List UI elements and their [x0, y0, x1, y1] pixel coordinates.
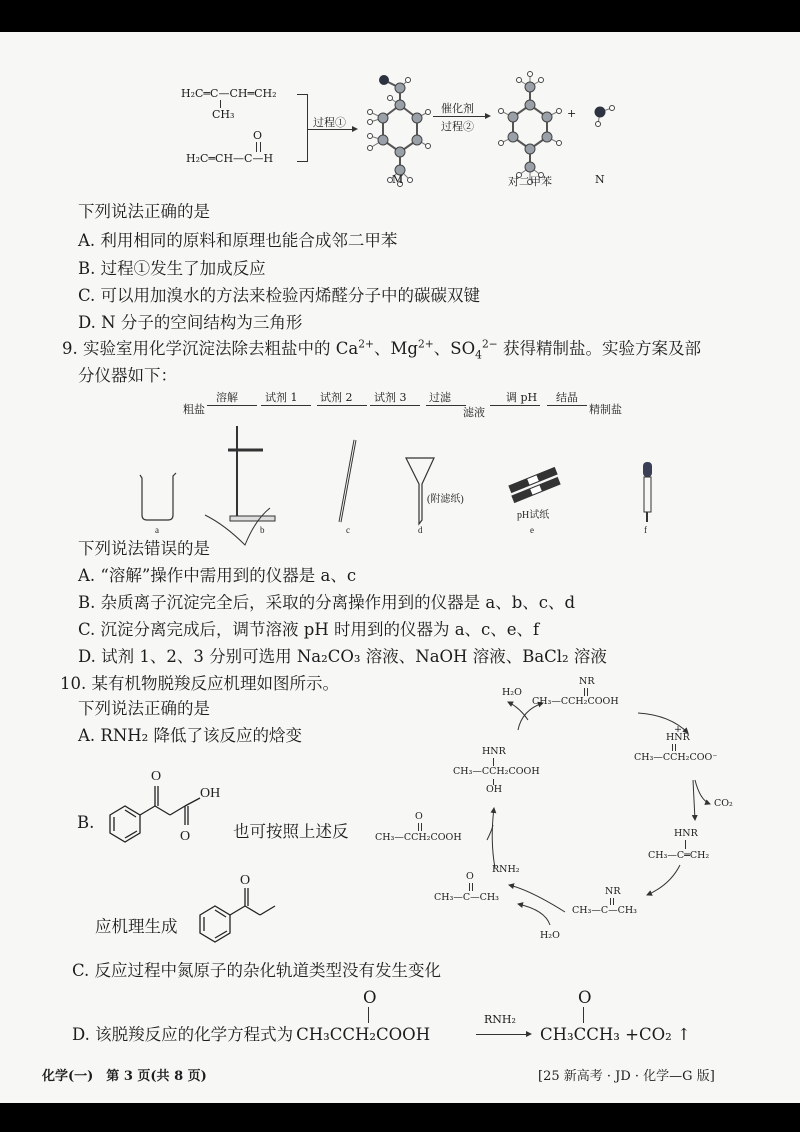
cycle-co2: CO₂	[714, 798, 733, 809]
flow-step-1: 溶解	[216, 391, 238, 404]
cycle-imine: CH₃—C—CH₃	[572, 905, 637, 916]
label-p-xylene: 对二甲苯	[508, 175, 552, 188]
double-bond	[256, 142, 261, 152]
svg-text:b: b	[260, 525, 265, 535]
p-xylene-ball-stick	[490, 65, 570, 190]
q8-option-a: A. 利用相同的原料和原理也能合成邻二甲苯	[78, 231, 398, 250]
cycle-hemiaminal: CH₃—CCH₂COOH	[453, 766, 540, 777]
bond-line	[685, 840, 686, 849]
cycle-enamine: CH₃—C═CH₂	[648, 850, 710, 861]
dropper-icon	[643, 462, 652, 522]
cycle-rnh2: RNH₂	[492, 864, 520, 875]
cycle-acetone: CH₃—C—CH₃	[434, 892, 499, 903]
svg-text:(附滤纸): (附滤纸)	[427, 494, 464, 505]
q10-option-a: A. RNH₂ 降低了该反应的焓变	[78, 726, 303, 745]
q10-mechanism-cycle	[370, 676, 770, 950]
double-bond	[418, 823, 422, 831]
cycle-arrows	[370, 680, 770, 950]
svg-text:c: c	[346, 525, 350, 535]
reactant-acrolein-oxygen: O	[253, 129, 263, 142]
double-bond	[469, 883, 473, 891]
q8-prompt: 下列说法正确的是	[78, 202, 210, 221]
bracket	[297, 94, 308, 162]
option-d-product: CH₃CCH₃ +CO₂ ↑	[540, 1025, 691, 1044]
flow-arrow	[490, 405, 540, 406]
svg-text:O: O	[240, 873, 251, 888]
svg-text:f: f	[644, 525, 647, 535]
reactant-acrolein: H₂C═CH—C—H	[186, 152, 274, 165]
cycle-enamine-hnr: HNR	[674, 828, 698, 839]
bond-line	[220, 100, 221, 108]
funnel-icon	[406, 458, 434, 524]
iron-stand-icon	[205, 426, 275, 545]
cycle-ketoacid: CH₃—CCH₂COOH	[375, 832, 462, 843]
cycle-iminium-hnr: HNR	[666, 732, 690, 743]
q9-option-c: C. 沉淀分离完成后，调节溶液 pH 时用到的仪器为 a、c、e、f	[78, 620, 540, 639]
flow-mid: 滤液	[463, 406, 485, 419]
q9-option-b: B. 杂质离子沉淀完全后，采取的分离操作用到的仪器是 a、b、c、d	[78, 593, 576, 612]
ph-paper-icon	[508, 467, 560, 503]
q10-option-b-text2: 应机理生成	[95, 917, 178, 936]
svg-text:O: O	[151, 769, 162, 784]
cycle-iminium-plus: +	[674, 724, 682, 735]
svg-text:a: a	[155, 525, 159, 535]
arrow-step-2	[433, 116, 487, 117]
propiophenone-structure	[185, 870, 295, 950]
option-d-reactant-oxygen: O	[363, 988, 377, 1007]
flow-end: 精制盐	[589, 403, 622, 416]
arrowhead	[352, 126, 358, 132]
cycle-h2o-top: H₂O	[502, 687, 522, 698]
bond-line	[583, 1007, 584, 1023]
flow-step-4: 试剂 3	[374, 391, 407, 404]
step-1-label: 过程①	[313, 116, 346, 129]
flow-arrow	[370, 405, 420, 406]
q9-prompt: 下列说法错误的是	[78, 539, 210, 558]
flow-arrow	[207, 405, 257, 406]
footer-page-info: 化学(一) 第 3 页(共 8 页)	[42, 1069, 207, 1084]
q10-option-d: D. 该脱羧反应的化学方程式为 CH₃CCH₂COOH	[72, 1025, 431, 1044]
cycle-iminium: CH₃—CCH₂COO⁻	[634, 752, 718, 763]
svg-text:d: d	[418, 525, 423, 535]
glass-rod-icon	[340, 440, 355, 522]
arrow-step-1	[307, 129, 355, 130]
cycle-imine-nr: NR	[605, 886, 621, 897]
svg-text:e: e	[530, 525, 534, 535]
molecule-n-water	[590, 100, 620, 130]
label-n: N	[595, 173, 605, 186]
flow-step-5: 过滤	[429, 391, 451, 404]
flow-step-2: 试剂 1	[265, 391, 298, 404]
flow-arrow	[426, 405, 466, 406]
beaker-icon	[140, 473, 176, 520]
label-m: M	[392, 173, 404, 186]
q10-option-c: C. 反应过程中氮原子的杂化轨道类型没有发生变化	[72, 961, 442, 980]
q9-apparatus-figure	[130, 420, 670, 550]
bond-line	[368, 1007, 369, 1023]
q9-option-d: D. 试剂 1、2、3 分别可选用 Na₂CO₃ 溶液、NaOH 溶液、BaCl₂ 溶液	[78, 647, 607, 666]
bond-line	[493, 758, 494, 766]
svg-text:OH: OH	[200, 786, 221, 801]
flow-step-3: 试剂 2	[320, 391, 353, 404]
option-d-product-oxygen: O	[578, 988, 592, 1007]
cycle-ketoacid-oxygen: O	[415, 811, 423, 822]
step-2-label: 过程②	[441, 120, 474, 133]
double-bond	[610, 898, 614, 905]
cycle-h2o-bottom: H₂O	[540, 930, 560, 941]
double-bond	[584, 688, 588, 696]
q10-prompt: 下列说法正确的是	[78, 699, 210, 718]
flow-arrow	[547, 405, 587, 406]
flow-arrow	[317, 405, 367, 406]
svg-text:O: O	[180, 829, 191, 844]
q8-option-b: B. 过程①发生了加成反应	[78, 259, 266, 278]
flow-start: 粗盐	[183, 403, 205, 416]
reactant-isoprene: H₂C═C—CH═CH₂	[181, 87, 277, 100]
option-d-reagent: RNH₂	[484, 1013, 516, 1026]
q10-option-b-text1: 也可按照上述反	[233, 822, 349, 841]
cycle-hemiaminal-oh: OH	[486, 784, 503, 795]
reactant-isoprene-methyl: CH₃	[212, 108, 235, 121]
flow-arrow	[261, 405, 311, 406]
cycle-imine-acid: CH₃—CCH₂COOH	[532, 696, 619, 707]
q8-option-d: D. N 分子的空间结构为三角形	[78, 313, 303, 332]
cycle-hemiaminal-hnr: HNR	[482, 746, 506, 757]
q9-option-a: A. “溶解”操作中需用到的仪器是 a、c	[78, 566, 357, 585]
q10-option-b-structure	[95, 760, 235, 860]
plus-sign: +	[567, 107, 577, 120]
flow-step-6: 调 pH	[506, 391, 538, 404]
q8-option-c: C. 可以用加溴水的方法来检验丙烯醛分子中的碳碳双键	[78, 286, 481, 305]
reaction-arrow	[476, 1034, 528, 1035]
cycle-imine-acid-nr: NR	[579, 676, 595, 687]
footer-edition: [25 新高考 · JD · 化学—G 版]	[538, 1069, 715, 1084]
q10-option-b-label: B.	[77, 813, 95, 832]
svg-text:pH试纸: pH试纸	[517, 510, 550, 521]
q9-stem: 9. 实验室用化学沉淀法除去粗盐中的 $Ca^{2+}$、$Mg^{2+}$、$SO_4^{2-}$ 获得精制盐。实验方案及部	[62, 337, 702, 362]
catalyst-label: 催化剂	[441, 102, 474, 115]
exam-page	[0, 32, 800, 1103]
q10-stem: 10. 某有机物脱羧反应机理如图所示。	[60, 674, 339, 693]
double-bond	[672, 744, 676, 751]
cycle-acetone-oxygen: O	[466, 871, 474, 882]
flow-step-7: 结晶	[556, 391, 578, 404]
q9-stem-line2: 分仪器如下：	[78, 366, 177, 385]
arrowhead	[526, 1031, 532, 1037]
